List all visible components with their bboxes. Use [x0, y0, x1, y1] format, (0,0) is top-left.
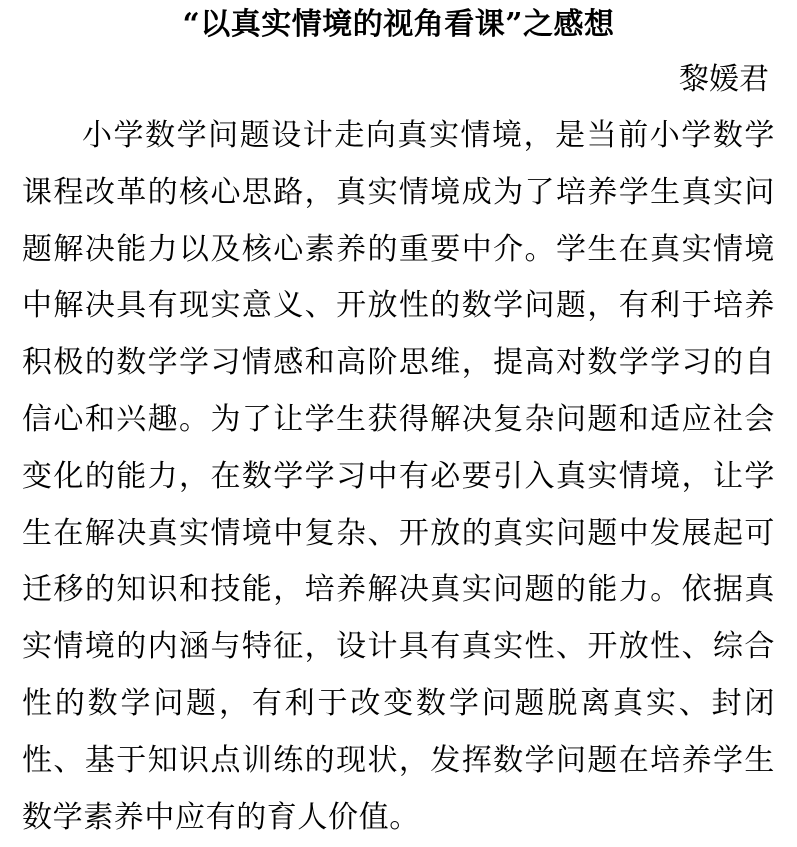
document-title: “以真实情境的视角看课”之感想 [182, 7, 615, 42]
body-paragraph: 小学数学问题设计走向真实情境，是当前小学数学课程改革的核心思路，真实情境成为了培养学生真实问题解决能力以及核心素养的重要中介。学生在真实情境中解决具有现实意义、开放性的数学问题，有利于培养积极的数学学习情感和高阶思维，提高对数学学习的自信心和兴趣。为了让学生获得解决复杂问题和适应社会变化的能力，在数学学习中有必要引入真实情境，让学生在解决真实情境中复杂、开放的真实问题中发展起可迁移的知识和技能，培养解决真实问题的能力。依据真实情境的内涵与特征，设计具有真实性、开放性、综合性的数学问题，有利于改变数学问题脱离真实、封闭性、基于知识点训练的现状，发挥数学问题在培养学生数学素养中应有的育人价值。 [22, 118, 775, 835]
author-name: 黎媛君 [679, 62, 769, 97]
